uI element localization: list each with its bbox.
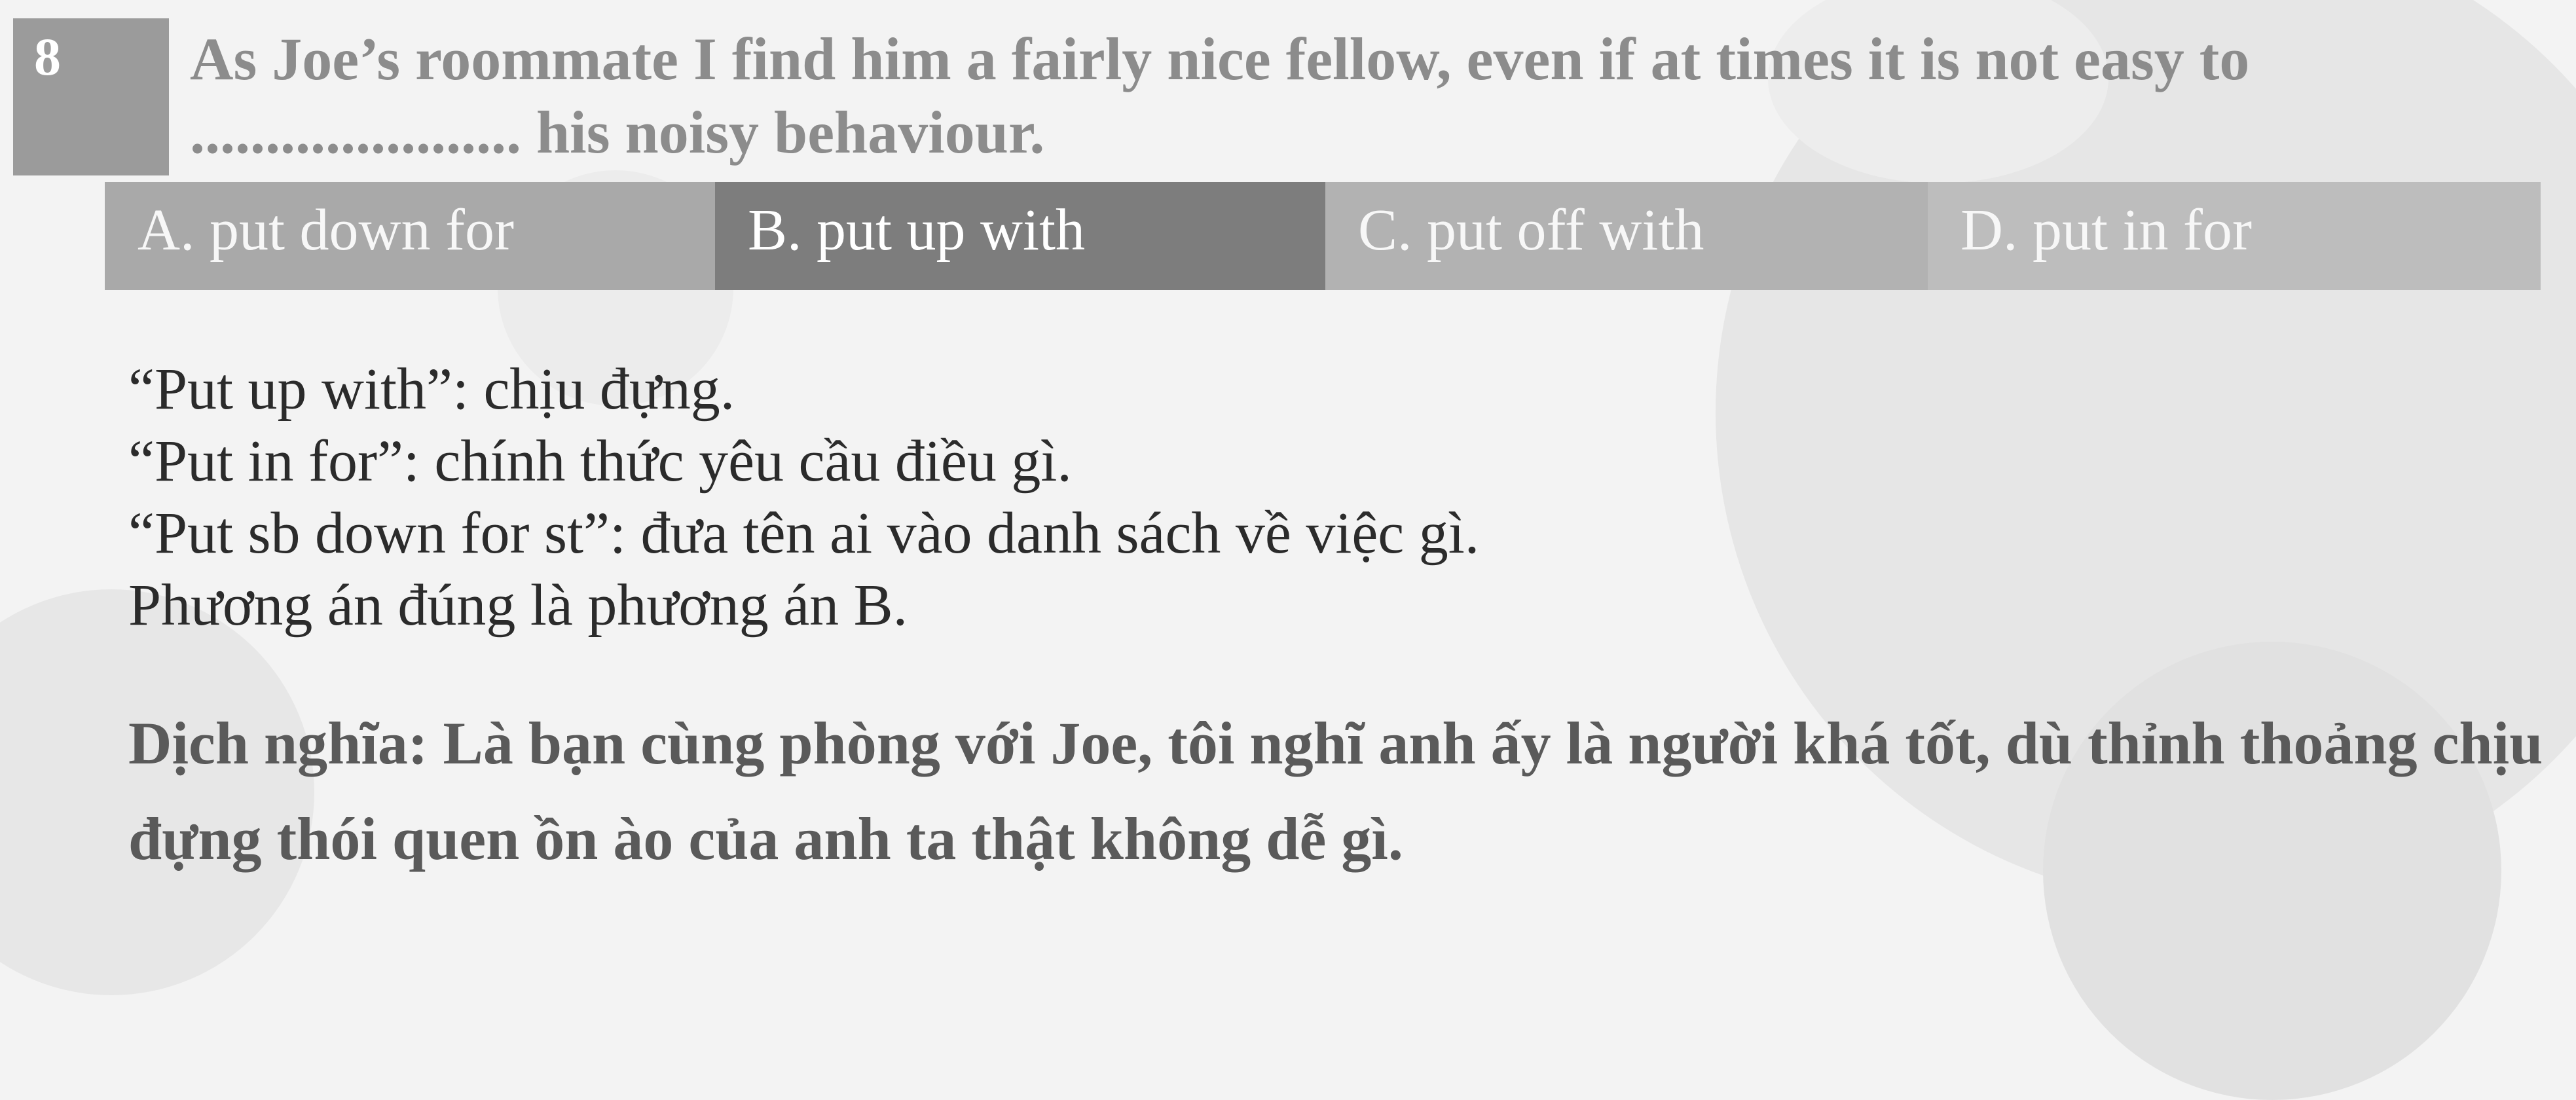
option-d[interactable]: D. put in for [1928,182,2541,290]
explanation-line: “Put up with”: chịu đựng. [128,357,735,422]
translation-text: Dịch nghĩa: Là bạn cùng phòng với Joe, tôi nghĩ anh ấy là người khá tốt, dù thỉnh thoảng chịu đựng thói quen ồn ào của anh ta thật không dễ gì. [128,710,2543,872]
question-number: 8 [13,18,169,175]
explanation-line: “Put in for”: chính thức yêu cầu điều gì. [128,429,1072,494]
answer-options [105,182,2541,290]
explanation-block [128,354,2486,642]
explanation-line: Phương án đúng là phương án B. [128,573,908,638]
question-text: As Joe’s roommate I find him a fairly nice fellow, even if at times it is not easy to ...................... his noisy behaviour. [190,26,2250,166]
explanation-line: “Put sb down for st”: đưa tên ai vào danh sách về việc gì. [128,501,1480,566]
option-a[interactable]: A. put down for [105,182,715,290]
option-b[interactable]: B. put up with [715,182,1325,290]
option-c[interactable]: C. put off with [1325,182,1928,290]
